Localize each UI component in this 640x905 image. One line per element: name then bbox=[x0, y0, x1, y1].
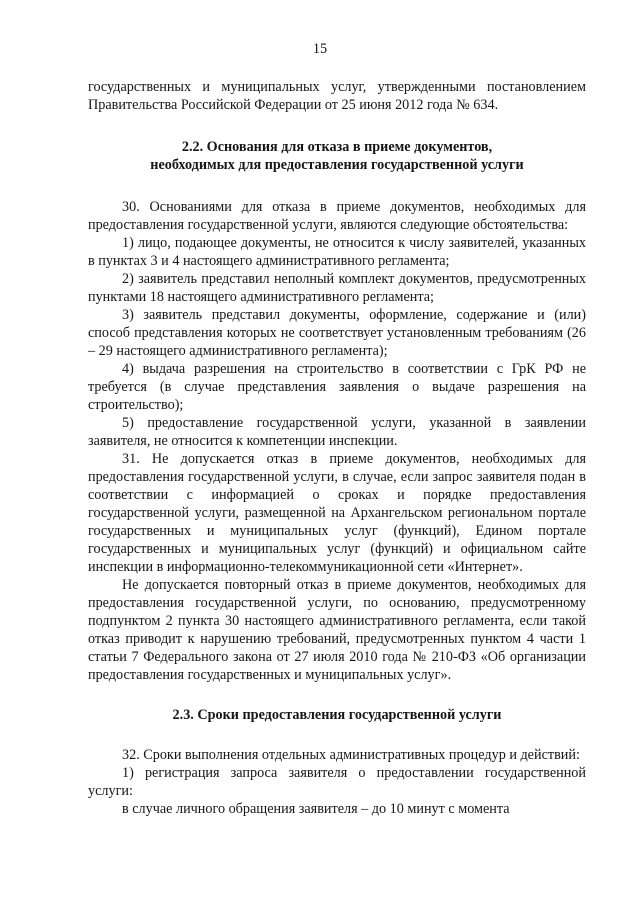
paragraph-30-item-3: 3) заявитель представил документы, оформление, содержание и (или) способ представления которых не соответствует установленным требованиям (26 – 29 настоящего административного регламента); bbox=[88, 307, 586, 359]
paragraph-30-item-4: 4) выдача разрешения на строительство в соответствии с ГрК РФ не требуется (в случае представления заявления о выдаче разрешения на строительство); bbox=[88, 361, 586, 413]
paragraph-30-item-5: 5) предоставление государственной услуги, указанной в заявлении заявителя, не относится к компетенции инспекции. bbox=[88, 415, 586, 449]
paragraph-31-continued: Не допускается повторный отказ в приеме документов, необходимых для предоставления государственной услуги, по основанию, предусмотренному подпунктом 2 пункта 30 настоящего административного регламента, если такой отказ приводит к нарушению требований, предусмотренных пунктом 4 части 1 статьи 7 Федерального закона от 27 июля 2010 года № 210-ФЗ «Об организации предоставления государственных и муниципальных услуг». bbox=[88, 577, 586, 683]
section-heading-2-2-line-1: 2.2. Основания для отказа в приеме документов, bbox=[181, 139, 493, 155]
paragraph-30: 30. Основаниями для отказа в приеме документов, необходимых для предоставления государственной услуги, являются следующие обстоятельства: bbox=[88, 199, 586, 233]
paragraph-30-item-1: 1) лицо, подающее документы, не относится к числу заявителей, указанных в пунктах 3 и 4 настоящего административного регламента; bbox=[88, 235, 586, 269]
paragraph-30-item-2: 2) заявитель представил неполный комплект документов, предусмотренных пунктами 18 настоящего административного регламента; bbox=[88, 271, 586, 305]
section-heading-2-3: 2.3. Сроки предоставления государственной услуги bbox=[172, 707, 502, 723]
section-heading-2-2-line-2: необходимых для предоставления государственной услуги bbox=[150, 157, 524, 173]
paragraph-32: 32. Сроки выполнения отдельных административных процедур и действий: bbox=[122, 747, 580, 763]
paragraph-32-item-1: 1) регистрация запроса заявителя о предоставлении государственной услуги: bbox=[88, 765, 586, 799]
paragraph-32-item-1-a: в случае личного обращения заявителя – до 10 минут с момента bbox=[122, 801, 510, 817]
page-body bbox=[88, 78, 586, 818]
page-number: 15 bbox=[312, 41, 328, 57]
paragraph-31: 31. Не допускается отказ в приеме документов, необходимых для предоставления государственной услуги, в случае, если запрос заявителя подан в соответствии с информацией о сроках и порядке предоставления государственной услуги, размещенной на Архангельском региональном портале государственных и муниципальных услуг (функций), Едином портале государственных и муниципальных услуг (функций) и официальном сайте инспекции в информационно-телекоммуникационной сети «Интернет». bbox=[88, 451, 586, 575]
paragraph-continuation: государственных и муниципальных услуг, утвержденными постановлением Правительства Российской Федерации от 25 июня 2012 года № 634. bbox=[88, 79, 586, 113]
